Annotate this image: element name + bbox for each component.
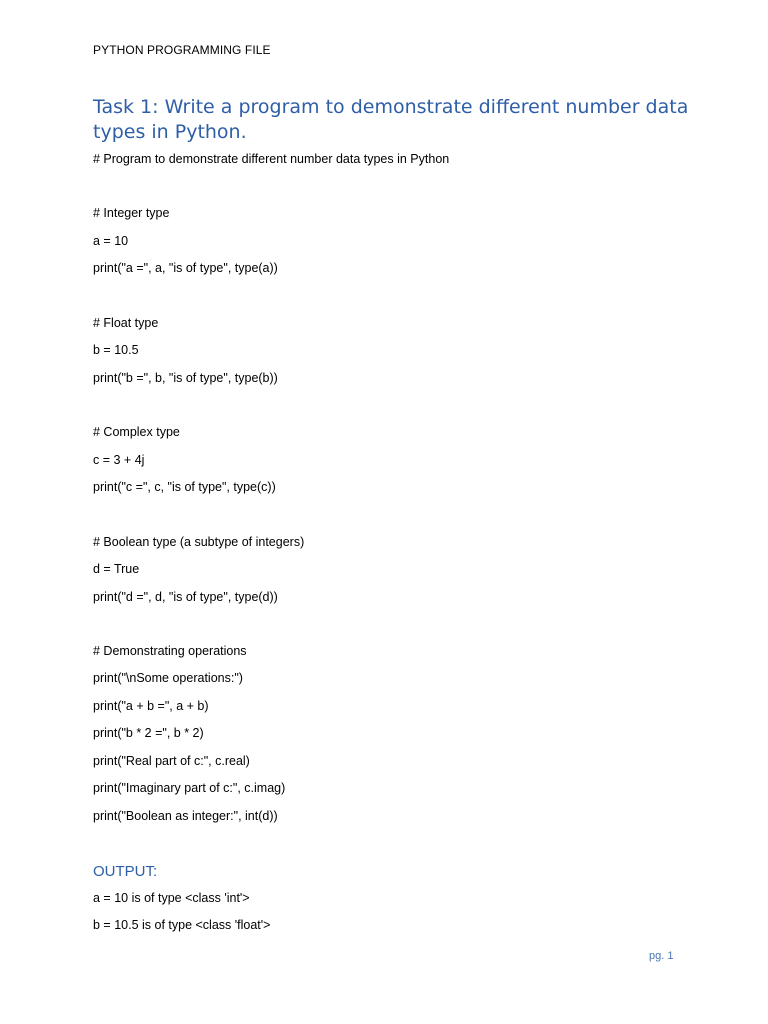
output-line: b = 10.5 is of type <class 'float'> bbox=[93, 918, 271, 932]
code-line: c = 3 + 4j bbox=[93, 453, 145, 467]
document-header: PYTHON PROGRAMMING FILE bbox=[93, 43, 271, 57]
code-line: # Integer type bbox=[93, 206, 170, 220]
code-line: print("c =", c, "is of type", type(c)) bbox=[93, 480, 276, 494]
code-line: print("d =", d, "is of type", type(d)) bbox=[93, 590, 278, 604]
code-line: # Boolean type (a subtype of integers) bbox=[93, 535, 305, 549]
code-line: print("\nSome operations:") bbox=[93, 671, 243, 685]
code-line: # Complex type bbox=[93, 425, 180, 439]
output-heading: OUTPUT: bbox=[93, 863, 158, 880]
code-line: print("Real part of c:", c.real) bbox=[93, 754, 250, 768]
code-line: print("a + b =", a + b) bbox=[93, 699, 209, 713]
code-line: a = 10 bbox=[93, 234, 129, 248]
code-line: # Program to demonstrate different number data types in Python bbox=[93, 152, 450, 166]
code-line: print("b =", b, "is of type", type(b)) bbox=[93, 371, 278, 385]
code-line: print("Boolean as integer:", int(d)) bbox=[93, 809, 278, 823]
code-line: print("b * 2 =", b * 2) bbox=[93, 726, 204, 740]
output-line: a = 10 is of type <class 'int'> bbox=[93, 891, 250, 905]
code-line: print("Imaginary part of c:", c.imag) bbox=[93, 781, 286, 795]
code-line: # Demonstrating operations bbox=[93, 644, 247, 658]
code-line: print("a =", a, "is of type", type(a)) bbox=[93, 261, 278, 275]
page-number: pg. 1 bbox=[649, 950, 674, 962]
code-line: b = 10.5 bbox=[93, 343, 139, 357]
code-line: d = True bbox=[93, 562, 140, 576]
code-line: # Float type bbox=[93, 316, 159, 330]
task-title: Task 1: Write a program to demonstrate different number data types in Python. bbox=[93, 96, 689, 143]
